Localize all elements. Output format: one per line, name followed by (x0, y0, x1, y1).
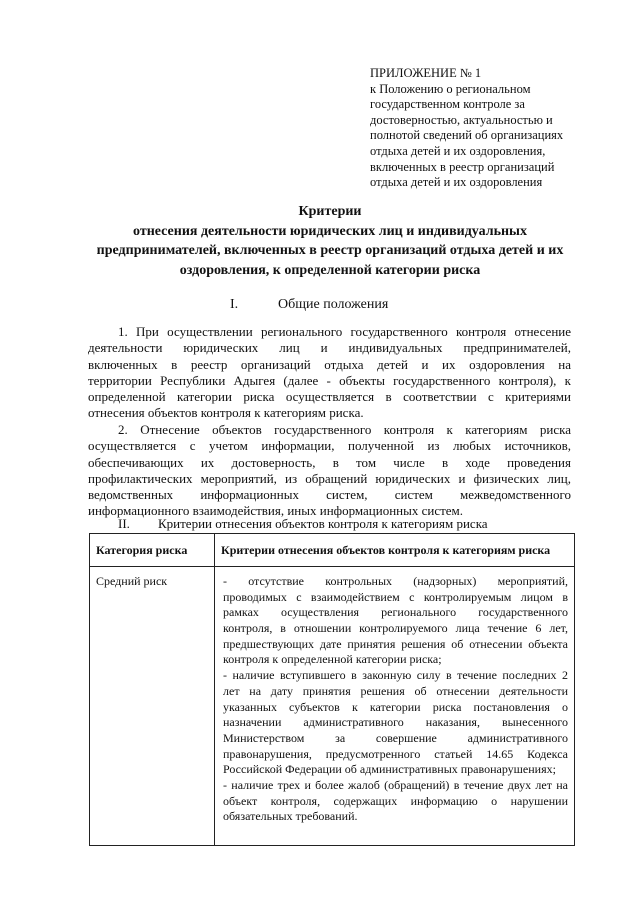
title-line: оздоровления, к определенной категории риска (179, 262, 481, 278)
criteria-line: - наличие трех и более жалоб (обращений) в течение двух лет на (223, 777, 568, 792)
risk-category-cell (90, 567, 215, 846)
appendix-heading: ПРИЛОЖЕНИЕ № 1 (370, 66, 482, 80)
paragraph-line: информационного взаимодействия, иных информационных систем. (88, 503, 464, 519)
criteria-line: проводимых с взаимодействием с контролируемым лицом в (223, 589, 568, 604)
paragraph-line: территории Республики Адыгея (далее - объекты государственного контроля), к (88, 372, 571, 388)
paragraph-line: профилактических мероприятий, из обращений юридических и физических лиц, (88, 470, 571, 486)
title-line: предпринимателей, включенных в реестр организаций отдыха детей и их (96, 243, 564, 258)
criteria-line: Министерством за совершение административного (223, 730, 568, 745)
paragraph-line: осуществляется с учетом информации, полученной из любых источников, (88, 438, 571, 454)
appendix-line: отдыха детей и их оздоровления, (370, 143, 546, 158)
section-1-number: I. (230, 297, 239, 312)
paragraph-line: обеспечивающих их достоверность, в том числе в ходе проведения (88, 454, 571, 470)
paragraph-line: деятельности юридических лиц и индивидуальных предпринимателей, (88, 340, 571, 356)
paragraph-line: включенных в реестр организаций отдыха детей и их оздоровления на (88, 356, 571, 372)
criteria-line: контроля, в отношении контролируемого лица течение 6 лет, (223, 621, 568, 636)
column-header-criteria: Критерии отнесения объектов контроля к категориям риска (215, 534, 575, 567)
section-2-title: Критерии отнесения объектов контроля к категориям риска (158, 516, 488, 531)
appendix-line: достоверностью, актуальностью и (370, 112, 553, 127)
table-cell-spacer (223, 825, 568, 845)
section-2-number: II. (118, 516, 130, 531)
appendix-line: включенных в реестр организаций (370, 159, 555, 174)
criteria-line: указанных субъектов к категории риска постановления о (223, 699, 568, 714)
criteria-line: рамках осуществления регионального государственного (223, 605, 568, 620)
paragraph-line: 2. Отнесение объектов государственного контроля к категориям риска (118, 422, 571, 437)
column-header-category: Категория риска (90, 534, 215, 567)
section-2-heading (118, 516, 488, 532)
title-line: отнесения деятельности юридических лиц и индивидуальных (133, 223, 527, 239)
criteria-line: обязательных требований. (223, 809, 358, 824)
risk-criteria-table (89, 533, 575, 846)
criteria-line: Российской Федерации об административных правонарушениях; (223, 762, 556, 777)
paragraph-2 (88, 422, 571, 520)
appendix-line: отдыха детей и их оздоровления (370, 175, 543, 190)
criteria-line: контроля к определенной категории риска; (223, 652, 442, 667)
table-row (90, 567, 575, 846)
criteria-line: назначении административного наказания, вынесенного (223, 715, 568, 730)
paragraph-line: определенной категории риска осуществляется в соответствии с критериями (88, 389, 571, 405)
appendix-line: государственном контроле за (370, 97, 525, 112)
title-line: Критерии (298, 204, 362, 219)
appendix-line: к Положению о региональном (370, 81, 531, 96)
paragraph-line: 1. При осуществлении регионального государственного контроля отнесение (118, 324, 571, 339)
criteria-line: - наличие вступившего в законную силу в течение последних 2 (223, 668, 568, 683)
table-header-row (90, 534, 575, 567)
criteria-line: лет на дату принятия решения об отнесении деятельности (223, 683, 568, 698)
paragraph-1 (88, 324, 571, 422)
section-1-title: Общие положения (278, 297, 389, 312)
appendix-block (370, 66, 600, 191)
risk-category-label: Средний риск (96, 574, 168, 588)
criteria-line: предшествующих дате принятия решения об отнесении объекта (223, 636, 568, 651)
criteria-line: правонарушения, предусмотренного статьей 14.65 Кодекса (223, 746, 568, 761)
criteria-line: - отсутствие контрольных (надзорных) мероприятий, (223, 574, 568, 588)
criteria-line: объект контроля, содержащих информацию о нарушении (223, 793, 568, 808)
paragraph-line: отнесения объектов контроля к категориям риска. (88, 405, 364, 421)
document-title (60, 202, 600, 280)
paragraph-line: ведомственных информационных систем, систем межведомственного (88, 487, 571, 503)
appendix-line: полнотой сведений об организациях (370, 128, 564, 143)
section-1-heading (230, 296, 388, 314)
risk-criteria-cell (215, 567, 575, 846)
